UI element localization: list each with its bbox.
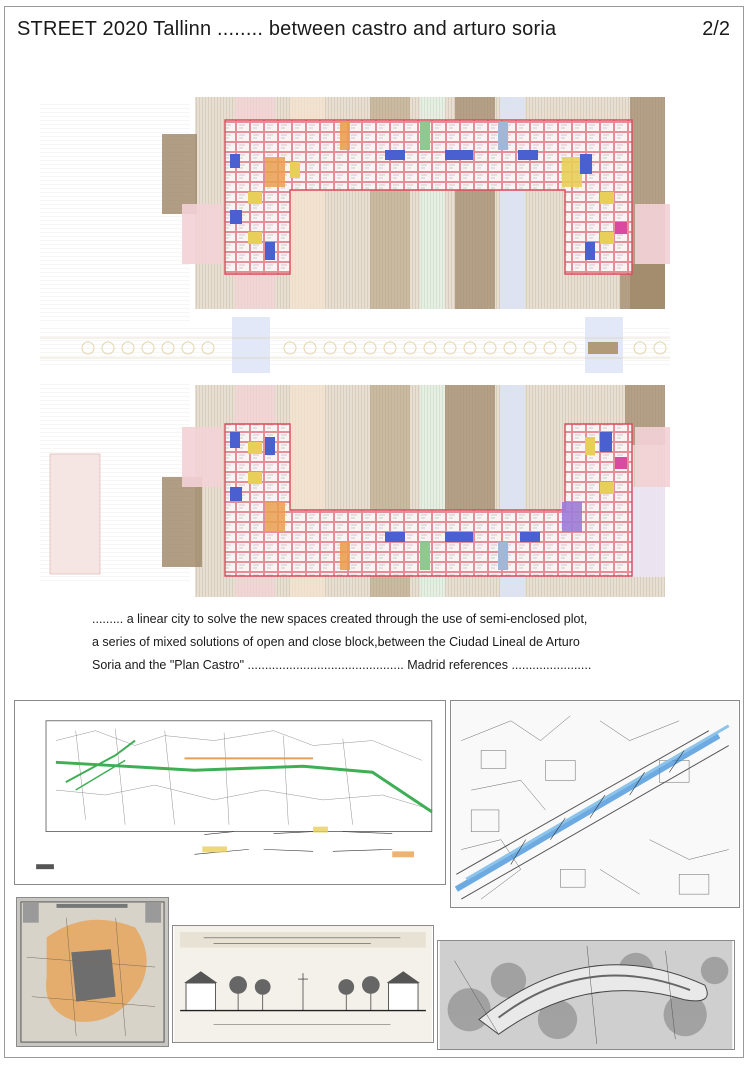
reference-aerial-photo-image — [437, 940, 735, 1050]
reference-linear-plan-image — [14, 700, 446, 885]
page-indicator: 2/2 — [702, 18, 730, 40]
description-line-2: a series of mixed solutions of open and close block,between the Ciudad Lineal de Arturo — [92, 635, 580, 649]
reference-historic-map-image — [16, 897, 169, 1047]
site-plan-drawing — [40, 92, 680, 602]
description-line-3: Soria and the "Plan Castro" ............................................. Madrid references ....................... — [92, 658, 592, 672]
page-title: STREET 2020 Tallinn ........ between castro and arturo soria — [17, 18, 557, 40]
reference-street-map-image — [450, 700, 740, 908]
description-text — [92, 608, 692, 677]
reference-street-section-image — [172, 925, 434, 1043]
description-line-1: ......... a linear city to solve the new spaces created through the use of semi-enclosed plot, — [92, 612, 588, 626]
